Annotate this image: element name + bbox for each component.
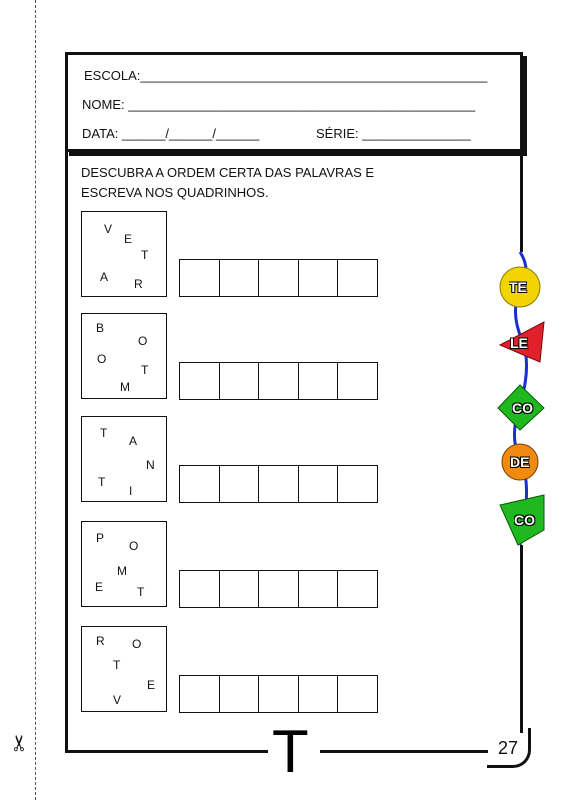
letter: O: [132, 637, 142, 651]
letter: O: [97, 352, 107, 366]
letter: E: [124, 232, 133, 246]
letter: T: [100, 426, 108, 440]
syllable-label: DE: [510, 454, 530, 470]
syllable-label: TE: [509, 279, 527, 295]
letter: P: [96, 531, 105, 545]
letter: V: [104, 222, 113, 236]
chapter-letter: T: [272, 718, 309, 785]
letter: V: [113, 693, 122, 707]
page-number: 27: [498, 738, 519, 758]
syllable-label: CO: [512, 400, 533, 416]
letter: A: [100, 270, 109, 284]
letter: M: [117, 564, 127, 578]
letter: I: [129, 484, 133, 498]
letter: T: [113, 658, 121, 672]
letter: O: [138, 334, 148, 348]
letter: A: [129, 434, 138, 448]
syllable-label: CO: [514, 512, 535, 528]
letter: M: [120, 380, 130, 394]
syllable-label: LE: [510, 335, 528, 351]
letter: T: [141, 363, 149, 377]
letter: O: [129, 539, 139, 553]
name-field[interactable]: NOME: ________________________________________________: [82, 97, 476, 112]
grade-field[interactable]: SÉRIE: _______________: [316, 126, 471, 141]
instructions-line-1: DESCUBRA A ORDEM CERTA DAS PALAVRAS E: [81, 165, 375, 180]
letter: R: [96, 634, 105, 648]
date-field[interactable]: DATA: ______/______/______: [82, 126, 260, 141]
letter: N: [146, 458, 155, 472]
letter: E: [95, 580, 104, 594]
letter: T: [98, 475, 106, 489]
letter: B: [96, 321, 105, 335]
letter: T: [137, 585, 145, 599]
letter: R: [134, 277, 143, 291]
letter: T: [141, 248, 149, 262]
instructions-line-2: ESCREVA NOS QUADRINHOS.: [81, 185, 269, 200]
letter: E: [147, 678, 156, 692]
school-field[interactable]: ESCOLA:________________________________________________: [84, 68, 488, 83]
scissors-icon: ✂: [8, 733, 34, 753]
